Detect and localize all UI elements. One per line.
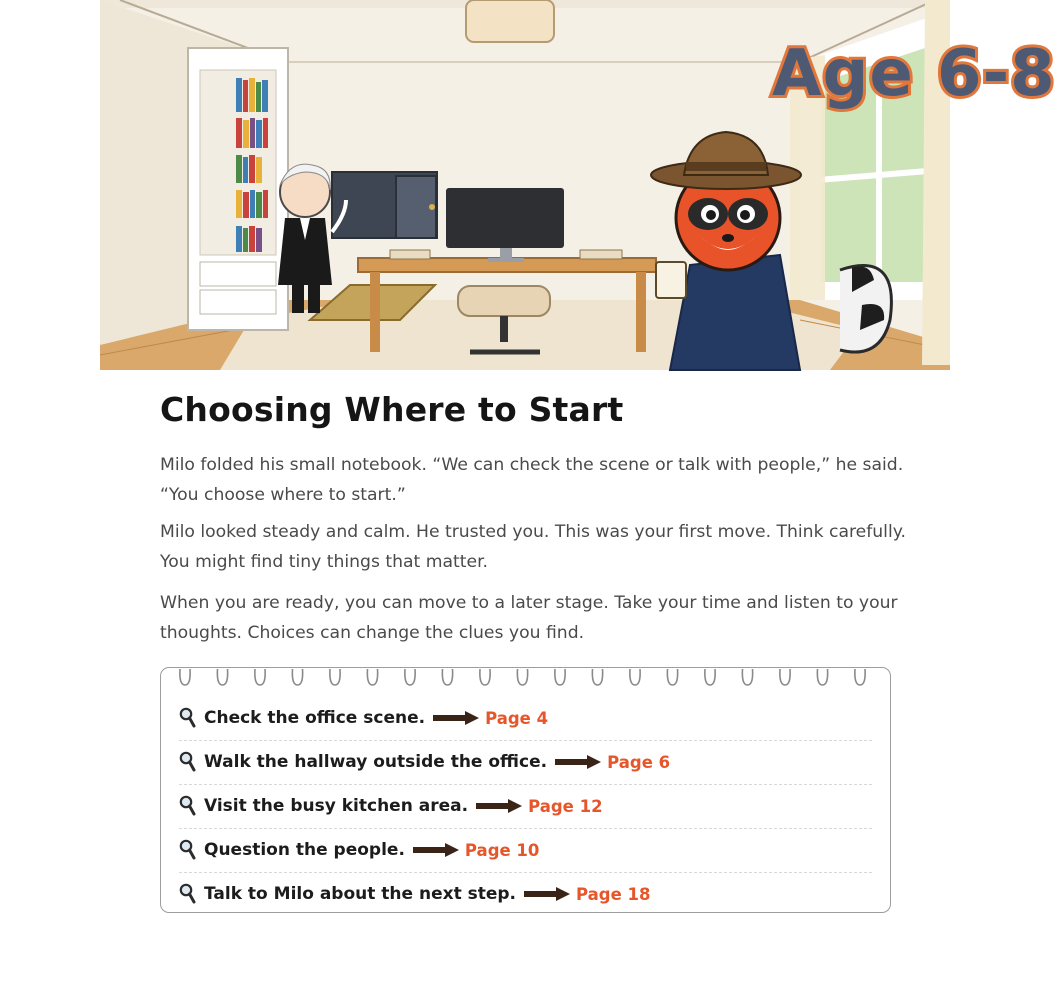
choices-notepad <box>160 667 891 913</box>
choice-item[interactable] <box>179 740 872 785</box>
binding-ring <box>555 669 565 685</box>
binding-ring <box>442 669 452 685</box>
binding-ring <box>855 669 865 685</box>
binding-ring <box>255 669 265 685</box>
binding-ring <box>367 669 377 685</box>
binding-ring <box>405 669 415 685</box>
story-paragraph: When you are ready, you can move to a later stage. Take your time and listen to your thoughts. Choices can change the clues you find. <box>160 593 898 643</box>
magnifier-icon <box>179 751 196 773</box>
magnifier-icon <box>179 839 196 861</box>
arrow-right-icon <box>433 711 479 725</box>
choice-item[interactable] <box>179 696 872 741</box>
magnifier-icon <box>179 707 196 729</box>
choice-page-link[interactable]: Page 18 <box>576 884 651 904</box>
choice-text: Talk to Milo about the next step. <box>204 884 517 904</box>
choice-page-link[interactable]: Page 12 <box>528 796 603 816</box>
binding-ring <box>667 669 677 685</box>
choice-item[interactable] <box>179 872 872 916</box>
choice-page-link[interactable]: Page 6 <box>607 752 671 772</box>
binding-ring <box>517 669 527 685</box>
binding-ring <box>817 669 827 685</box>
binding-ring <box>480 669 490 685</box>
binding-ring <box>630 669 640 685</box>
story-illustration <box>100 0 1056 370</box>
choice-text: Visit the busy kitchen area. <box>204 796 469 816</box>
arrow-right-icon <box>555 755 601 769</box>
binding-ring <box>742 669 752 685</box>
choice-item[interactable] <box>179 784 872 829</box>
binding-ring <box>330 669 340 685</box>
choice-text: Question the people. <box>204 840 405 860</box>
age-badge: Age 6-8 <box>772 37 1056 111</box>
binding-ring <box>705 669 715 685</box>
arrow-right-icon <box>476 799 522 813</box>
binding-ring <box>592 669 602 685</box>
story-paragraph: Milo folded his small notebook. “We can check the scene or talk with people,” he said. “You choose where to start.” <box>160 455 904 505</box>
arrow-right-icon <box>413 843 459 857</box>
choice-page-link[interactable]: Page 10 <box>464 840 540 860</box>
choice-text: Walk the hallway outside the office. <box>204 752 548 772</box>
arrow-right-icon <box>524 887 570 901</box>
binding-ring <box>180 669 190 685</box>
choice-text: Check the office scene. <box>204 708 426 728</box>
story-paragraph: Milo looked steady and calm. He trusted you. This was your first move. Think carefully. You might find tiny things that matter. <box>160 522 906 572</box>
magnifier-icon <box>179 795 196 817</box>
binding-ring <box>292 669 302 685</box>
binding-ring <box>780 669 790 685</box>
notepad-binding-rings <box>161 665 892 693</box>
binding-ring <box>217 669 227 685</box>
page-title: Choosing Where to Start <box>160 390 624 429</box>
magnifier-icon <box>179 883 196 905</box>
choice-page-link[interactable]: Page 4 <box>485 708 549 728</box>
choice-item[interactable] <box>179 828 872 873</box>
